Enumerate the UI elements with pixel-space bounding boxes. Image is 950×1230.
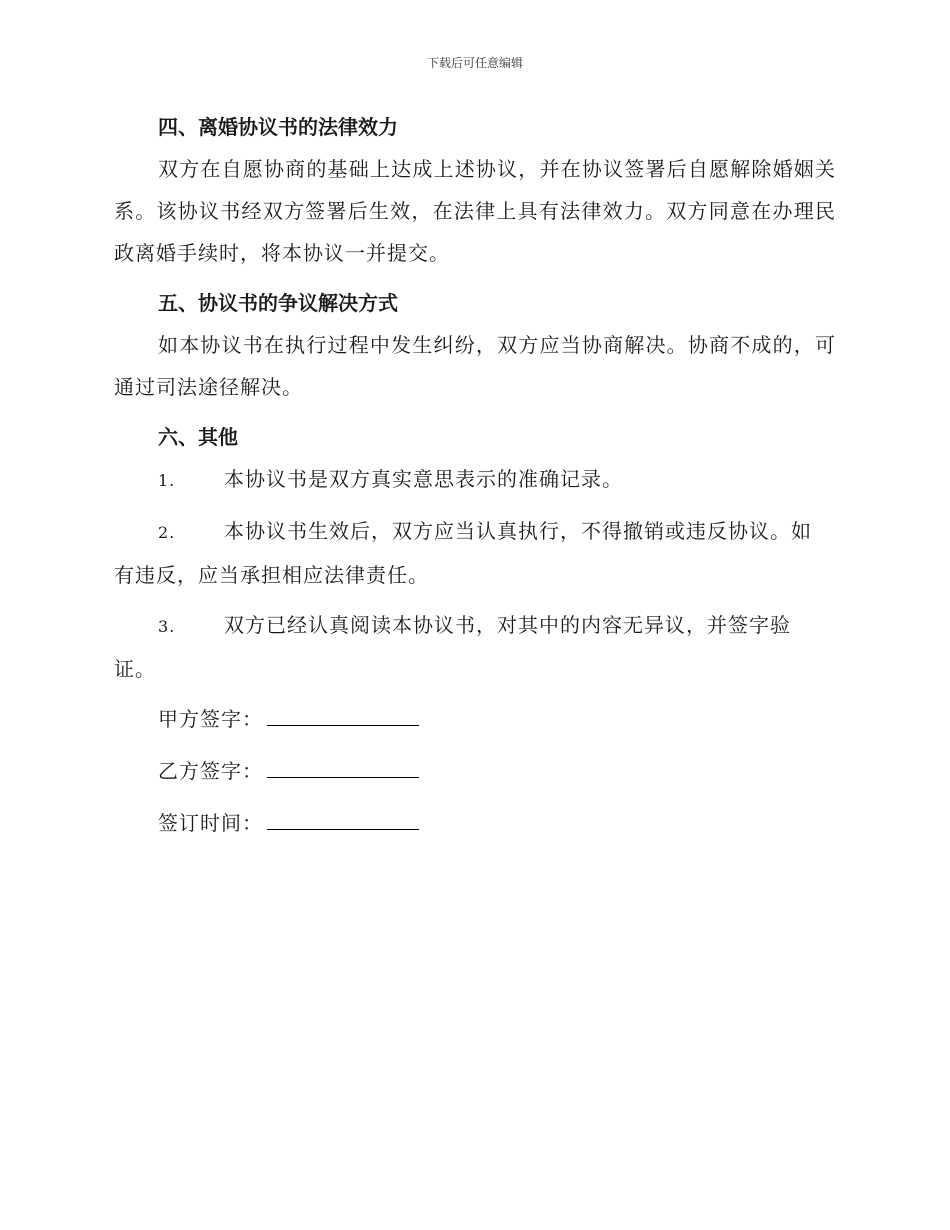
list-item-text-continued: 有违反，应当承担相应法律责任。 — [114, 563, 429, 587]
signature-blank-line[interactable] — [267, 757, 419, 778]
list-item-1 — [114, 458, 836, 502]
signature-label: 甲方签字： — [158, 707, 263, 731]
list-item-text: 双方已经认真阅读本协议书，对其中的内容无异议，并签字验 — [224, 613, 791, 637]
signature-party-b — [114, 750, 836, 792]
signature-date — [114, 802, 836, 844]
signature-blank-line[interactable] — [267, 705, 419, 726]
signature-party-a — [114, 698, 836, 740]
list-item-number: 2. — [158, 523, 176, 542]
list-item-text: 本协议书生效后，双方应当认真执行，不得撤销或违反协议。如 — [224, 519, 812, 543]
list-item-number: 3. — [158, 617, 176, 636]
signature-label: 乙方签字： — [158, 759, 263, 783]
list-item-text: 本协议书是双方真实意思表示的准确记录。 — [224, 467, 623, 491]
document-body — [114, 106, 836, 854]
section-5-paragraph: 如本协议书在执行过程中发生纠纷，双方应当协商解决。协商不成的，可通过司法途径解决。 — [114, 333, 836, 399]
section-6-heading: 六、其他 — [158, 425, 238, 449]
section-4-paragraph: 双方在自愿协商的基础上达成上述协议，并在协议签署后自愿解除婚姻关系。该协议书经双方签署后生效，在法律上具有法律效力。双方同意在办理民政离婚手续时，将本协议一并提交。 — [114, 157, 836, 265]
list-item-number: 1. — [158, 471, 176, 490]
section-4-heading: 四、离婚协议书的法律效力 — [158, 115, 398, 139]
signature-label: 签订时间： — [158, 811, 263, 835]
page-header: 下载后可任意编辑 — [426, 56, 523, 70]
section-5-heading: 五、协议书的争议解决方式 — [158, 291, 398, 315]
list-item-2 — [114, 510, 836, 596]
list-item-3 — [114, 604, 836, 690]
date-blank-line[interactable] — [267, 809, 419, 830]
list-item-text-continued: 证。 — [114, 657, 156, 681]
